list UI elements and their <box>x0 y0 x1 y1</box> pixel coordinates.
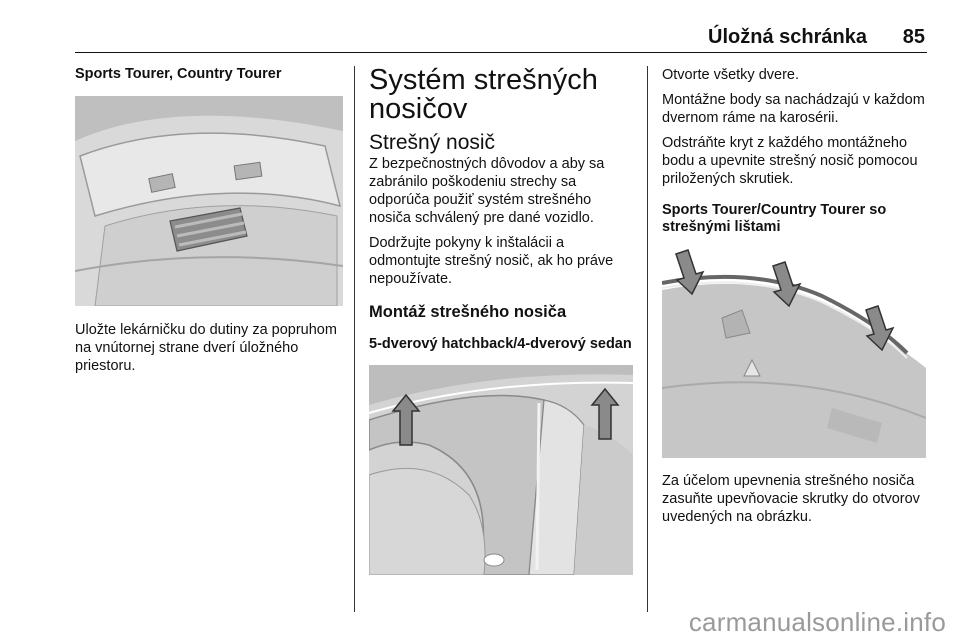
column-divider-left <box>354 66 355 612</box>
column-3 <box>662 66 928 526</box>
section-title: Systém strešných nosičov <box>369 64 598 125</box>
col3-paragraph-open-doors: Otvorte všetky dvere. <box>662 67 799 83</box>
heading-roof-rack-installation: Montáž strešného nosiča <box>369 303 567 321</box>
illustration-roof-rails-svg <box>662 248 926 458</box>
col3-paragraph-mount-points: Montážne body sa nachádzajú v každom dvernom ráme na karosérii. <box>662 92 925 126</box>
subsection-heading-roof-rack: Strešný nosič <box>369 131 496 154</box>
page-header-title: Úložná schránka <box>708 26 867 48</box>
page-number: 85 <box>902 26 925 48</box>
illustration-roof-rails-mounting <box>662 248 926 458</box>
illustration-trunk-lid-first-aid <box>75 96 343 306</box>
col2-paragraph-instructions: Dodržujte pokyny k inštalácii a odmontujte strešný nosič, ak ho práve nepoužívate. <box>369 235 614 287</box>
col3-paragraph-remove-cover: Odstráňte kryt z každého montážneho bodu a upevnite strešný nosič pomocou priložených skrutiek. <box>662 135 918 187</box>
variant-sports-tourer-roof-rails: Sports Tourer/Country Tourer so strešnými lištami <box>662 202 887 235</box>
illustration-door-frame-svg <box>369 365 633 575</box>
col2-paragraph-safety: Z bezpečnostných dôvodov a aby sa zabránilo poškodeniu strechy sa odporúča použiť systém strešného nosiča schválený pre dané vozidlo. <box>369 156 605 226</box>
variant-hatchback-sedan: 5-dverový hatchback/4-dverový sedan <box>369 336 632 352</box>
col3-paragraph-insert-screws: Za účelom upevnenia strešného nosiča zasuňte upevňovacie skrutky do otvorov uvedených na obrázku. <box>662 473 920 525</box>
page-header <box>75 22 927 53</box>
illustration-door-frame-mounting-points <box>369 365 633 575</box>
column-2 <box>369 66 633 575</box>
watermark-text: carmanualsonline.info <box>688 607 946 637</box>
col1-subheading: Sports Tourer, Country Tourer <box>75 66 282 82</box>
col1-paragraph: Uložte lekárničku do dutiny za popruhom na vnútornej strane dverí úložného priestoru. <box>75 322 337 374</box>
illustration-trunk-lid-svg <box>75 96 343 306</box>
column-divider-right <box>647 66 648 612</box>
column-1 <box>75 66 343 375</box>
